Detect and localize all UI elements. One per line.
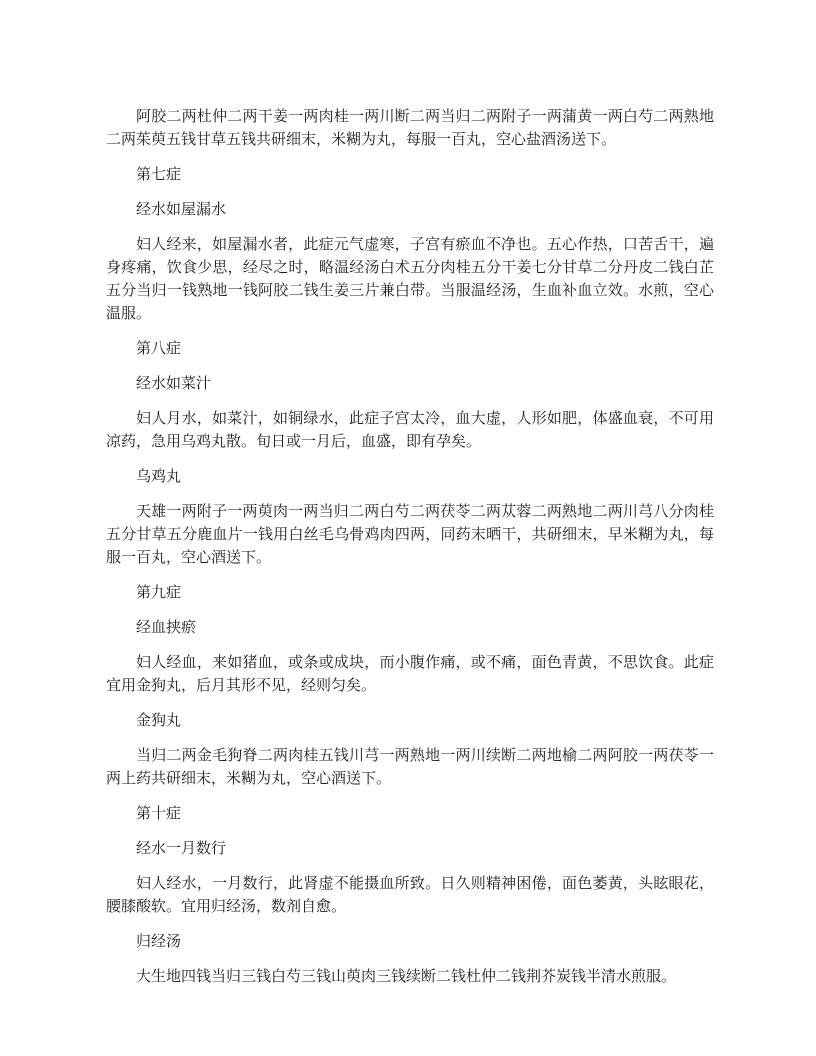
recipe-text: 当归二两金毛狗脊二两肉桂五钱川芎一两熟地一两川续断二两地榆二两阿胶一两茯苓一两上药共研细末，米糊为丸，空心酒送下。 [106, 748, 714, 787]
symptom-title: 经水一月数行 [136, 841, 227, 857]
formula-name: 乌鸡丸 [136, 469, 182, 485]
body-paragraph: 妇人月水，如菜汁，如铜绿水，此症子宫太冷，血大虚，人形如肥，体盛血衰，不可用凉药，急用乌鸡丸散。旬日或一月后，血盛，即有孕矣。 [106, 411, 714, 450]
formula-name: 金狗丸 [136, 713, 182, 729]
section-number-heading: 第八症 [136, 341, 182, 357]
body-paragraph: 妇人经来，如屋漏水者，此症元气虚寒，子宫有瘀血不净也。五心作热，口苦舌干，遍身疼痛，饮食少思，经尽之时，略温经汤白术五分肉桂五分干姜七分甘草二分丹皮二钱白芷五分当归一钱熟地一钱阿胶二钱生姜三片兼白带。当服温经汤，生血补血立效。水煎，空心温服。 [106, 237, 714, 322]
document-body [106, 106, 714, 989]
recipe-text: 阿胶二两杜仲二两干姜一两肉桂一两川断二两当归二两附子一两蒲黄一两白芍二两熟地二两茱萸五钱甘草五钱共研细末，米糊为丸，每服一百丸，空心盐酒汤送下。 [106, 109, 714, 148]
symptom-title: 经水如屋漏水 [136, 202, 227, 218]
body-paragraph: 妇人经血，来如猪血，或条或成块，而小腹作痛，或不痛，面色青黄，不思饮食。此症宜用金狗丸，后月其形不见，经则匀矣。 [106, 655, 714, 694]
formula-name: 归经汤 [136, 934, 182, 950]
recipe-text: 天雄一两附子一两萸肉一两当归二两白芍二两茯苓二两苁蓉二两熟地二两川芎八分肉桂五分甘草五分鹿血片一钱用白丝毛乌骨鸡肉四两，同药末晒干，共研细末，早米糊为丸，每服一百丸，空心酒送下。 [106, 504, 714, 566]
symptom-title: 经水如菜汁 [136, 376, 212, 392]
symptom-title: 经血挟瘀 [136, 620, 197, 636]
body-paragraph: 妇人经水，一月数行，此肾虚不能摄血所致。日久则精神困倦，面色萎黄，头眩眼花，腰膝酸软。宜用归经汤，数剂自愈。 [106, 876, 714, 915]
section-number-heading: 第九症 [136, 585, 182, 601]
section-number-heading: 第十症 [136, 806, 182, 822]
recipe-text: 大生地四钱当归三钱白芍三钱山萸肉三钱续断二钱杜仲二钱荆芥炭钱半清水煎服。 [136, 969, 677, 985]
section-number-heading: 第七症 [136, 167, 182, 183]
